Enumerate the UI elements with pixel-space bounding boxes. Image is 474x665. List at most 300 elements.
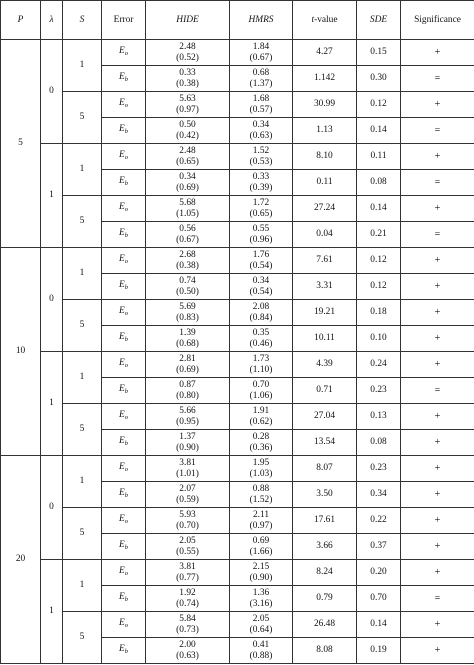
cell-significance: +: [401, 404, 474, 430]
header-hmrs: HMRS: [230, 1, 293, 40]
cell-significance: +: [401, 326, 474, 352]
cell-lambda: 1: [41, 144, 63, 248]
cell-significance: +: [401, 274, 474, 300]
cell-hmrs: [230, 170, 293, 196]
header-t-value: [293, 1, 357, 40]
cell-hmrs: [230, 430, 293, 456]
cell-lambda: 1: [41, 560, 63, 664]
cell-error: [102, 482, 146, 508]
cell-significance: +: [401, 300, 474, 326]
hmrs-sd: (0.84): [249, 312, 273, 323]
hide-mean: 5.68: [179, 197, 196, 208]
cell-hmrs: [230, 534, 293, 560]
error-subscript: o: [124, 310, 128, 317]
table-row: [1, 560, 474, 586]
cell-hmrs: [230, 508, 293, 534]
cell-sde: 0.24: [357, 352, 401, 378]
cell-t-value: 27.04: [293, 404, 357, 430]
hmrs-sd: (1.06): [249, 390, 273, 401]
cell-s: 1: [63, 352, 102, 404]
error-symbol: E: [119, 254, 125, 264]
cell-hide: [146, 638, 230, 664]
cell-hmrs: [230, 196, 293, 222]
cell-sde: 0.21: [357, 222, 401, 248]
hmrs-mean: 1.76: [252, 249, 270, 260]
hmrs-sd: (0.57): [249, 104, 273, 115]
cell-significance: +: [401, 92, 474, 118]
hide-sd: (0.74): [176, 598, 199, 609]
cell-t-value: 19.21: [293, 300, 357, 326]
error-symbol: E: [119, 566, 125, 576]
cell-sde: 0.12: [357, 92, 401, 118]
cell-t-value: 0.79: [293, 586, 357, 612]
cell-s: 5: [63, 508, 102, 560]
header-s: S: [63, 1, 102, 40]
table-row: [1, 92, 474, 118]
cell-error: [102, 430, 146, 456]
cell-s: 5: [63, 404, 102, 456]
cell-error: [102, 586, 146, 612]
cell-error: [102, 170, 146, 196]
cell-significance: +: [401, 352, 474, 378]
hmrs-mean: 2.05: [252, 613, 270, 624]
error-symbol: E: [119, 72, 125, 82]
hide-mean: 5.63: [179, 93, 196, 104]
hmrs-mean: 1.36: [252, 587, 270, 598]
error-symbol: E: [119, 98, 125, 108]
hide-mean: 1.37: [179, 431, 196, 442]
error-subscript: o: [124, 102, 128, 109]
error-symbol: E: [119, 202, 125, 212]
cell-hide: [146, 456, 230, 482]
error-subscript: b: [124, 544, 128, 551]
error-subscript: o: [124, 362, 128, 369]
cell-lambda: 0: [41, 456, 63, 560]
hide-sd: (0.68): [176, 338, 199, 349]
hmrs-sd: (0.90): [249, 572, 273, 583]
cell-error: [102, 144, 146, 170]
cell-sde: 0.18: [357, 300, 401, 326]
cell-error: [102, 222, 146, 248]
cell-error: [102, 118, 146, 144]
cell-error: [102, 248, 146, 274]
header-lambda: λ: [41, 1, 63, 40]
error-subscript: b: [124, 388, 128, 395]
cell-hmrs: [230, 222, 293, 248]
cell-lambda: 0: [41, 40, 63, 144]
cell-t-value: 17.61: [293, 508, 357, 534]
hide-mean: 0.87: [179, 379, 196, 390]
cell-t-value: 3.66: [293, 534, 357, 560]
hide-mean: 2.48: [179, 145, 196, 156]
cell-s: 1: [63, 560, 102, 612]
hmrs-sd: (1.52): [249, 494, 273, 505]
cell-hmrs: [230, 274, 293, 300]
cell-error: [102, 326, 146, 352]
cell-hide: [146, 300, 230, 326]
cell-t-value: 8.24: [293, 560, 357, 586]
error-subscript: b: [124, 336, 128, 343]
cell-t-value: 4.27: [293, 40, 357, 66]
cell-significance: +: [401, 508, 474, 534]
cell-sde: 0.11: [357, 144, 401, 170]
cell-hide: [146, 534, 230, 560]
cell-hide: [146, 170, 230, 196]
cell-hmrs: [230, 404, 293, 430]
table-body: [1, 40, 474, 664]
cell-hmrs: [230, 144, 293, 170]
hide-mean: 3.81: [179, 561, 196, 572]
cell-error: [102, 638, 146, 664]
cell-hmrs: [230, 378, 293, 404]
hide-sd: (0.55): [176, 546, 199, 557]
cell-significance: +: [401, 248, 474, 274]
error-symbol: E: [119, 436, 125, 446]
cell-significance: +: [401, 612, 474, 638]
cell-sde: 0.12: [357, 274, 401, 300]
cell-hide: [146, 40, 230, 66]
table-row: [1, 196, 474, 222]
error-subscript: b: [124, 492, 128, 499]
hide-mean: 2.05: [179, 535, 196, 546]
hide-sd: (1.01): [176, 468, 199, 479]
hmrs-mean: 1.72: [252, 197, 270, 208]
table-row: [1, 456, 474, 482]
hmrs-mean: 1.84: [252, 41, 270, 52]
cell-significance: +: [401, 534, 474, 560]
cell-error: [102, 300, 146, 326]
cell-significance: =: [401, 586, 474, 612]
hide-sd: (0.59): [176, 494, 199, 505]
hide-mean: 1.92: [179, 587, 196, 598]
hide-mean: 5.66: [179, 405, 196, 416]
hide-mean: 5.69: [179, 301, 196, 312]
hmrs-mean: 1.91: [252, 405, 270, 416]
hmrs-mean: 0.34: [252, 119, 270, 130]
hmrs-mean: 0.69: [252, 535, 270, 546]
cell-sde: 0.14: [357, 612, 401, 638]
hide-sd: (0.38): [176, 260, 199, 271]
cell-s: 5: [63, 612, 102, 664]
cell-error: [102, 534, 146, 560]
hmrs-mean: 0.88: [252, 483, 270, 494]
hmrs-mean: 0.68: [252, 67, 270, 78]
hmrs-sd: (0.54): [249, 286, 273, 297]
hide-sd: (0.63): [176, 650, 199, 661]
hide-sd: (0.73): [176, 624, 199, 635]
cell-hide: [146, 430, 230, 456]
hide-sd: (1.05): [176, 208, 199, 219]
cell-sde: 0.15: [357, 40, 401, 66]
hmrs-sd: (0.46): [249, 338, 273, 349]
hmrs-mean: 0.35: [252, 327, 270, 338]
error-subscript: o: [124, 466, 128, 473]
cell-s: 1: [63, 248, 102, 300]
cell-hmrs: [230, 456, 293, 482]
cell-hide: [146, 612, 230, 638]
header-row: [1, 1, 474, 40]
hide-sd: (0.70): [176, 520, 199, 531]
error-subscript: b: [124, 596, 128, 603]
cell-t-value: 1.13: [293, 118, 357, 144]
hmrs-sd: (0.65): [249, 208, 273, 219]
hmrs-mean: 2.11: [252, 509, 270, 520]
cell-error: [102, 66, 146, 92]
cell-sde: 0.70: [357, 586, 401, 612]
hmrs-sd: (1.37): [249, 78, 273, 89]
error-subscript: b: [124, 180, 128, 187]
hmrs-sd: (0.54): [249, 260, 273, 271]
cell-t-value: 7.61: [293, 248, 357, 274]
cell-s: 5: [63, 300, 102, 352]
error-symbol: E: [119, 384, 125, 394]
cell-t-value: 3.50: [293, 482, 357, 508]
cell-t-value: 0.04: [293, 222, 357, 248]
cell-significance: +: [401, 482, 474, 508]
hide-sd: (0.52): [176, 52, 199, 63]
hide-mean: 2.48: [179, 41, 196, 52]
cell-significance: +: [401, 40, 474, 66]
hmrs-sd: (0.36): [249, 442, 273, 453]
error-symbol: E: [119, 644, 125, 654]
hide-mean: 0.33: [179, 67, 196, 78]
cell-s: 5: [63, 196, 102, 248]
cell-error: [102, 508, 146, 534]
hide-mean: 0.56: [179, 223, 196, 234]
error-subscript: b: [124, 128, 128, 135]
cell-t-value: 1.142: [293, 66, 357, 92]
cell-hmrs: [230, 248, 293, 274]
cell-hmrs: [230, 326, 293, 352]
header-p: P: [1, 1, 41, 40]
hide-mean: 0.34: [179, 171, 196, 182]
cell-sde: 0.20: [357, 560, 401, 586]
cell-sde: 0.10: [357, 326, 401, 352]
cell-t-value: 8.10: [293, 144, 357, 170]
hide-mean: 2.00: [179, 639, 196, 650]
header-t-letter: t: [311, 14, 315, 25]
cell-error: [102, 404, 146, 430]
hide-mean: 0.74: [179, 275, 196, 286]
cell-t-value: 8.07: [293, 456, 357, 482]
cell-t-value: 8.08: [293, 638, 357, 664]
error-symbol: E: [119, 592, 125, 602]
cell-significance: +: [401, 456, 474, 482]
cell-s: 1: [63, 40, 102, 92]
table-header: [1, 1, 474, 40]
cell-hmrs: [230, 586, 293, 612]
cell-hide: [146, 508, 230, 534]
error-symbol: E: [119, 462, 125, 472]
cell-hmrs: [230, 66, 293, 92]
hide-mean: 2.68: [179, 249, 196, 260]
cell-hide: [146, 222, 230, 248]
hide-sd: (0.38): [176, 78, 199, 89]
hide-sd: (0.97): [176, 104, 199, 115]
error-symbol: E: [119, 124, 125, 134]
cell-hmrs: [230, 40, 293, 66]
cell-s: 1: [63, 456, 102, 508]
hmrs-mean: 1.52: [252, 145, 270, 156]
hide-sd: (0.95): [176, 416, 199, 427]
cell-significance: +: [401, 144, 474, 170]
cell-sde: 0.14: [357, 118, 401, 144]
hmrs-sd: (0.88): [249, 650, 273, 661]
cell-significance: +: [401, 430, 474, 456]
hide-sd: (0.42): [176, 130, 199, 141]
cell-lambda: 0: [41, 248, 63, 352]
hmrs-mean: 2.08: [252, 301, 270, 312]
hmrs-mean: 0.55: [252, 223, 270, 234]
cell-significance: =: [401, 170, 474, 196]
cell-hide: [146, 144, 230, 170]
error-symbol: E: [119, 488, 125, 498]
header-significance: Significance: [401, 1, 474, 40]
cell-significance: =: [401, 378, 474, 404]
hide-mean: 1.39: [179, 327, 196, 338]
hmrs-mean: 0.28: [252, 431, 270, 442]
hmrs-mean: 1.73: [252, 353, 270, 364]
cell-t-value: 27.24: [293, 196, 357, 222]
cell-hmrs: [230, 118, 293, 144]
hmrs-sd: (0.67): [249, 52, 273, 63]
hmrs-sd: (0.62): [249, 416, 273, 427]
hide-mean: 3.81: [179, 457, 196, 468]
cell-hmrs: [230, 92, 293, 118]
cell-sde: 0.14: [357, 196, 401, 222]
error-subscript: o: [124, 518, 128, 525]
cell-error: [102, 274, 146, 300]
cell-p: 10: [1, 248, 41, 456]
cell-significance: =: [401, 222, 474, 248]
cell-t-value: 10.11: [293, 326, 357, 352]
error-symbol: E: [119, 410, 125, 420]
cell-t-value: 4.39: [293, 352, 357, 378]
hide-sd: (0.50): [176, 286, 199, 297]
table-row: [1, 612, 474, 638]
cell-hide: [146, 560, 230, 586]
error-subscript: o: [124, 50, 128, 57]
cell-hmrs: [230, 482, 293, 508]
cell-hide: [146, 118, 230, 144]
cell-t-value: 30.99: [293, 92, 357, 118]
cell-error: [102, 92, 146, 118]
cell-sde: 0.23: [357, 456, 401, 482]
error-symbol: E: [119, 46, 125, 56]
cell-t-value: 26.48: [293, 612, 357, 638]
cell-hmrs: [230, 300, 293, 326]
hmrs-mean: 1.68: [252, 93, 270, 104]
cell-hide: [146, 352, 230, 378]
header-sde: SDE: [357, 1, 401, 40]
cell-sde: 0.30: [357, 66, 401, 92]
hide-sd: (0.83): [176, 312, 199, 323]
hmrs-mean: 0.41: [252, 639, 270, 650]
cell-hide: [146, 482, 230, 508]
cell-error: [102, 378, 146, 404]
cell-hmrs: [230, 352, 293, 378]
hmrs-sd: (1.10): [249, 364, 273, 375]
cell-t-value: 0.11: [293, 170, 357, 196]
hmrs-sd: (0.63): [249, 130, 273, 141]
cell-hide: [146, 274, 230, 300]
hide-sd: (0.90): [176, 442, 199, 453]
hmrs-mean: 2.15: [252, 561, 270, 572]
hide-sd: (0.69): [176, 364, 199, 375]
error-symbol: E: [119, 176, 125, 186]
hmrs-sd: (1.03): [249, 468, 273, 479]
cell-error: [102, 40, 146, 66]
error-symbol: E: [119, 280, 125, 290]
cell-lambda: 1: [41, 352, 63, 456]
cell-p: 20: [1, 456, 41, 664]
hmrs-sd: (0.96): [249, 234, 273, 245]
hmrs-sd: (0.97): [249, 520, 273, 531]
cell-hide: [146, 404, 230, 430]
error-subscript: b: [124, 284, 128, 291]
table-row: [1, 144, 474, 170]
hide-mean: 0.50: [179, 119, 196, 130]
error-symbol: E: [119, 150, 125, 160]
error-subscript: o: [124, 206, 128, 213]
cell-s: 1: [63, 144, 102, 196]
cell-hide: [146, 196, 230, 222]
hmrs-mean: 1.95: [252, 457, 270, 468]
error-symbol: E: [119, 358, 125, 368]
cell-s: 5: [63, 92, 102, 144]
error-subscript: b: [124, 648, 128, 655]
error-subscript: b: [124, 232, 128, 239]
table-row: [1, 404, 474, 430]
hmrs-sd: (0.53): [249, 156, 273, 167]
hmrs-mean: 0.70: [252, 379, 270, 390]
error-subscript: o: [124, 258, 128, 265]
error-subscript: o: [124, 570, 128, 577]
hmrs-mean: 0.34: [252, 275, 270, 286]
cell-sde: 0.19: [357, 638, 401, 664]
cell-error: [102, 456, 146, 482]
hmrs-sd: (1.66): [249, 546, 273, 557]
hide-sd: (0.67): [176, 234, 199, 245]
hide-mean: 5.84: [179, 613, 196, 624]
cell-hide: [146, 92, 230, 118]
cell-t-value: 3.31: [293, 274, 357, 300]
cell-hide: [146, 248, 230, 274]
error-subscript: b: [124, 440, 128, 447]
cell-hmrs: [230, 612, 293, 638]
hide-sd: (0.69): [176, 182, 199, 193]
cell-hide: [146, 66, 230, 92]
cell-p: 5: [1, 40, 41, 248]
cell-hide: [146, 326, 230, 352]
cell-significance: +: [401, 638, 474, 664]
error-subscript: o: [124, 154, 128, 161]
table-row: [1, 300, 474, 326]
cell-t-value: 13.54: [293, 430, 357, 456]
cell-hmrs: [230, 638, 293, 664]
hide-sd: (0.77): [176, 572, 199, 583]
cell-error: [102, 612, 146, 638]
cell-significance: +: [401, 560, 474, 586]
hmrs-sd: (0.39): [249, 182, 273, 193]
cell-error: [102, 196, 146, 222]
error-subscript: o: [124, 622, 128, 629]
cell-sde: 0.13: [357, 404, 401, 430]
hide-mean: 5.93: [179, 509, 196, 520]
error-symbol: E: [119, 540, 125, 550]
table-row: [1, 248, 474, 274]
error-subscript: b: [124, 76, 128, 83]
